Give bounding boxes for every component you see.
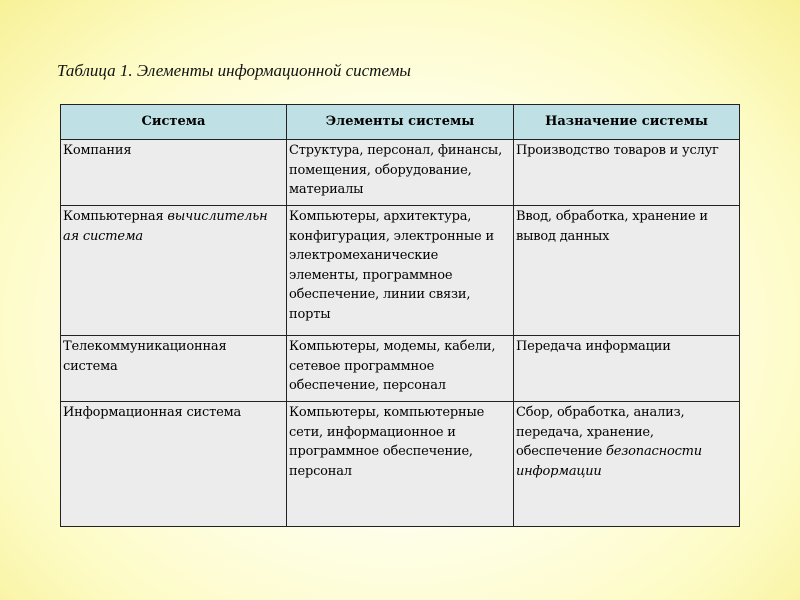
cell-purpose-plain: Сбор, обработка, анализ, передача, хранение, обеспечение [516, 405, 685, 459]
cell-elements: Компьютеры, модемы, кабели, сетевое программное обеспечение, персонал [287, 336, 514, 402]
table-row [61, 206, 740, 336]
header-purpose: Назначение системы [514, 105, 740, 140]
header-elements: Элементы системы [287, 105, 514, 140]
cell-purpose: Ввод, обработка, хранение и вывод данных [514, 206, 740, 336]
table-row [61, 402, 740, 527]
cell-system: Телекоммуникационная система [61, 336, 287, 402]
cell-system [61, 206, 287, 336]
cell-elements: Компьютеры, компьютерные сети, информационное и программное обеспечение, персонал [287, 402, 514, 527]
cell-system: Компания [61, 140, 287, 206]
cell-elements: Компьютеры, архитектура, конфигурация, электронные и электромеханические элементы, программное обеспечение, линии связи, порты [287, 206, 514, 336]
cell-purpose-italic: безопасности информации [516, 444, 702, 479]
cell-elements: Структура, персонал, финансы, помещения, оборудование, материалы [287, 140, 514, 206]
table-row [61, 336, 740, 402]
table-row [61, 140, 740, 206]
cell-purpose [514, 402, 740, 527]
header-system: Система [61, 105, 287, 140]
cell-purpose: Производство товаров и услуг [514, 140, 740, 206]
cell-system-italic: вычислительн ая система [63, 209, 268, 244]
cell-purpose: Передача информации [514, 336, 740, 402]
info-system-table [60, 104, 740, 527]
cell-system-plain: Компьютерная [63, 209, 168, 224]
table-header-row [61, 105, 740, 140]
cell-system: Информационная система [61, 402, 287, 527]
table-caption: Таблица 1. Элементы информационной системы [57, 61, 411, 80]
